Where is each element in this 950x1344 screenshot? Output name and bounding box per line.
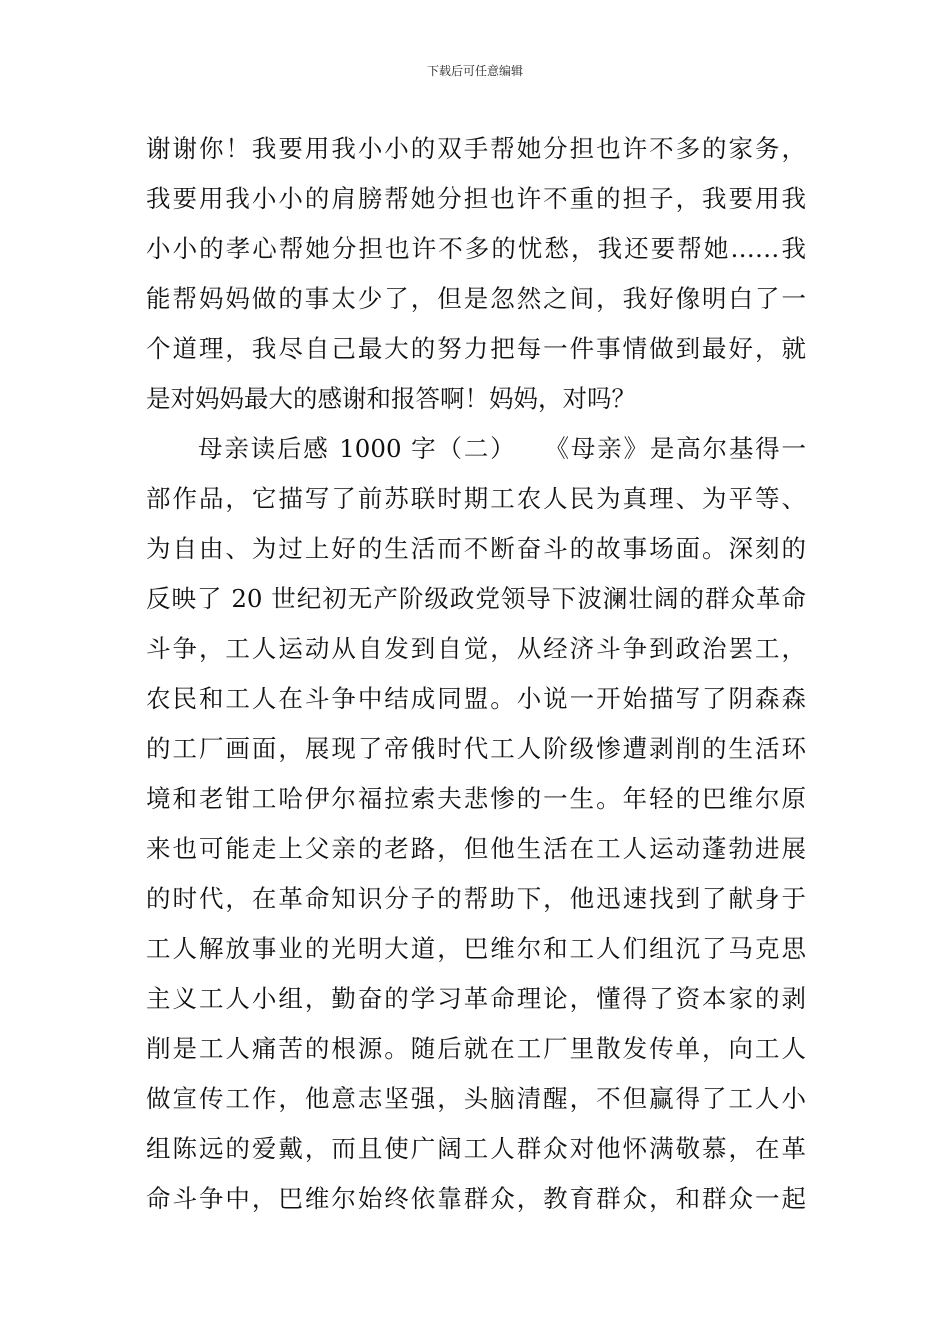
text-line: 主义工人小组，勤奋的学习革命理论，懂得了资本家的剥: [146, 984, 806, 1013]
text-line: 命斗争中，巴维尔始终依靠群众，教育群众，和群众一起: [146, 1184, 806, 1213]
text-line: 反映了 20 世纪初无产阶级政党领导下波澜壮阔的群众革命: [146, 584, 806, 613]
section-heading-line: 母亲读后感 1000 字（二） 《母亲》是高尔基得一: [198, 434, 806, 463]
text-line: 小小的孝心帮她分担也许不多的忧愁，我还要帮她……我: [146, 234, 806, 263]
document-body: [146, 124, 806, 1224]
text-line: 为自由、为过上好的生活而不断奋斗的故事场面。深刻的: [146, 534, 806, 563]
text-line: 能帮妈妈做的事太少了，但是忽然之间，我好像明白了一: [146, 284, 806, 313]
text-line: 我要用我小小的肩膀帮她分担也许不重的担子，我要用我: [146, 184, 806, 213]
page-header: 下载后可任意编辑: [426, 64, 523, 78]
text-line: 削是工人痛苦的根源。随后就在工厂里散发传单，向工人: [146, 1034, 806, 1063]
text-line: 工人解放事业的光明大道，巴维尔和工人们组沉了马克思: [146, 934, 806, 963]
text-line: 部作品，它描写了前苏联时期工农人民为真理、为平等、: [146, 484, 806, 513]
text-line: 组陈远的爱戴，而且使广阔工人群众对他怀满敬慕，在革: [146, 1134, 806, 1163]
text-line: 农民和工人在斗争中结成同盟。小说一开始描写了阴森森: [146, 684, 806, 713]
text-line: 来也可能走上父亲的老路，但他生活在工人运动蓬勃进展: [146, 834, 806, 863]
text-line: 的时代，在革命知识分子的帮助下，他迅速找到了献身于: [146, 884, 806, 913]
text-line: 的工厂画面，展现了帝俄时代工人阶级惨遭剥削的生活环: [146, 734, 806, 763]
text-line: 是对妈妈最大的感谢和报答啊！妈妈，对吗？: [146, 384, 636, 413]
text-line: 谢谢你！我要用我小小的双手帮她分担也许不多的家务，: [146, 134, 806, 163]
text-line: 境和老钳工哈伊尔福拉索夫悲惨的一生。年轻的巴维尔原: [146, 784, 806, 813]
text-line: 斗争，工人运动从自发到自觉，从经济斗争到政治罢工，: [146, 634, 806, 663]
text-line: 做宣传工作，他意志坚强，头脑清醒，不但赢得了工人小: [146, 1084, 806, 1113]
text-line: 个道理，我尽自己最大的努力把每一件事情做到最好，就: [146, 334, 806, 363]
